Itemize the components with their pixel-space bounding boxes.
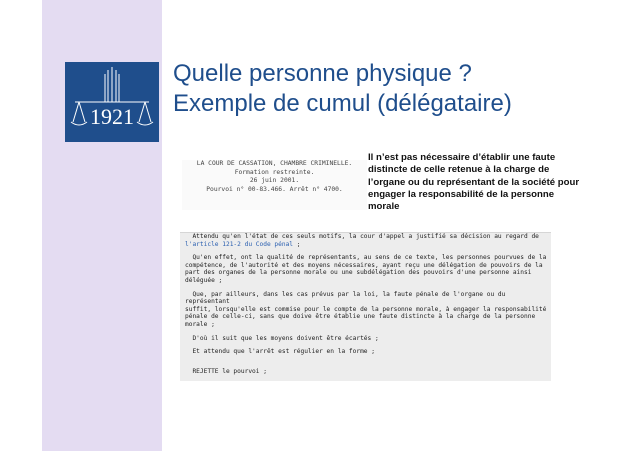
scales-of-justice-icon	[65, 62, 159, 142]
slide-title	[173, 59, 512, 119]
logo	[65, 62, 159, 142]
note-text: Il n’est pas nécessaire d’établir une faute distincte de celle retenue à la charge de l’organe ou du représentant de la société pour engager la responsabilité de la personne morale	[368, 152, 580, 213]
appeal-number: Pourvoi n° 00-83.466. Arrêt n° 4700.	[206, 185, 343, 193]
excerpt-p1-text: Attendu qu'en l'état de ces seuls motifs, la cour d'appel a justifié sa décision au regard de	[185, 233, 539, 240]
logo-year: 1921	[90, 104, 134, 129]
judgment-date: 26 juin 2001.	[249, 177, 300, 184]
formation: Formation restreinte.	[234, 168, 315, 176]
excerpt-paragraph-6: REJETTE le pourvoi ;	[185, 367, 267, 375]
excerpt-paragraph-5: Et attendu que l'arrêt est régulier en la forme ;	[185, 348, 375, 356]
article-link[interactable]: l'article 121-2 du Code pénal	[185, 240, 294, 248]
slide-title-line-1: Quelle personne physique ?	[173, 60, 472, 87]
judgment-excerpt	[180, 232, 551, 381]
excerpt-p1-end: ;	[293, 240, 301, 248]
excerpt-paragraph-4: D'où il suit que les moyens doivent être écartés ;	[185, 334, 379, 342]
slide-title-line-2: Exemple de cumul (délégataire)	[173, 90, 512, 117]
excerpt-paragraph-3: Que, par ailleurs, dans les cas prévus par la loi, la faute pénale de l'organe ou du représentant suffit, lorsqu'elle est commise pour le compte de la personne morale, à engager la responsabilité pénale de celle-ci, sans que doive être établie une faute distincte à la charge de la personne morale ;	[185, 290, 547, 328]
excerpt-paragraph-1	[180, 233, 551, 248]
court-name: LA COUR DE CASSATION, CHAMBRE CRIMINELLE.	[196, 160, 353, 167]
judgment-header	[182, 160, 367, 210]
excerpt-paragraph-2: Qu'en effet, ont la qualité de représentants, au sens de ce texte, les personnes pourvues de la compétence, de l'autorité et des moyens nécessaires, ayant reçu une délégation de pouvoirs de la part des organes de la personne morale ou une subdélégation des pouvoirs d'une personne ainsi déléguée ;	[185, 254, 547, 284]
